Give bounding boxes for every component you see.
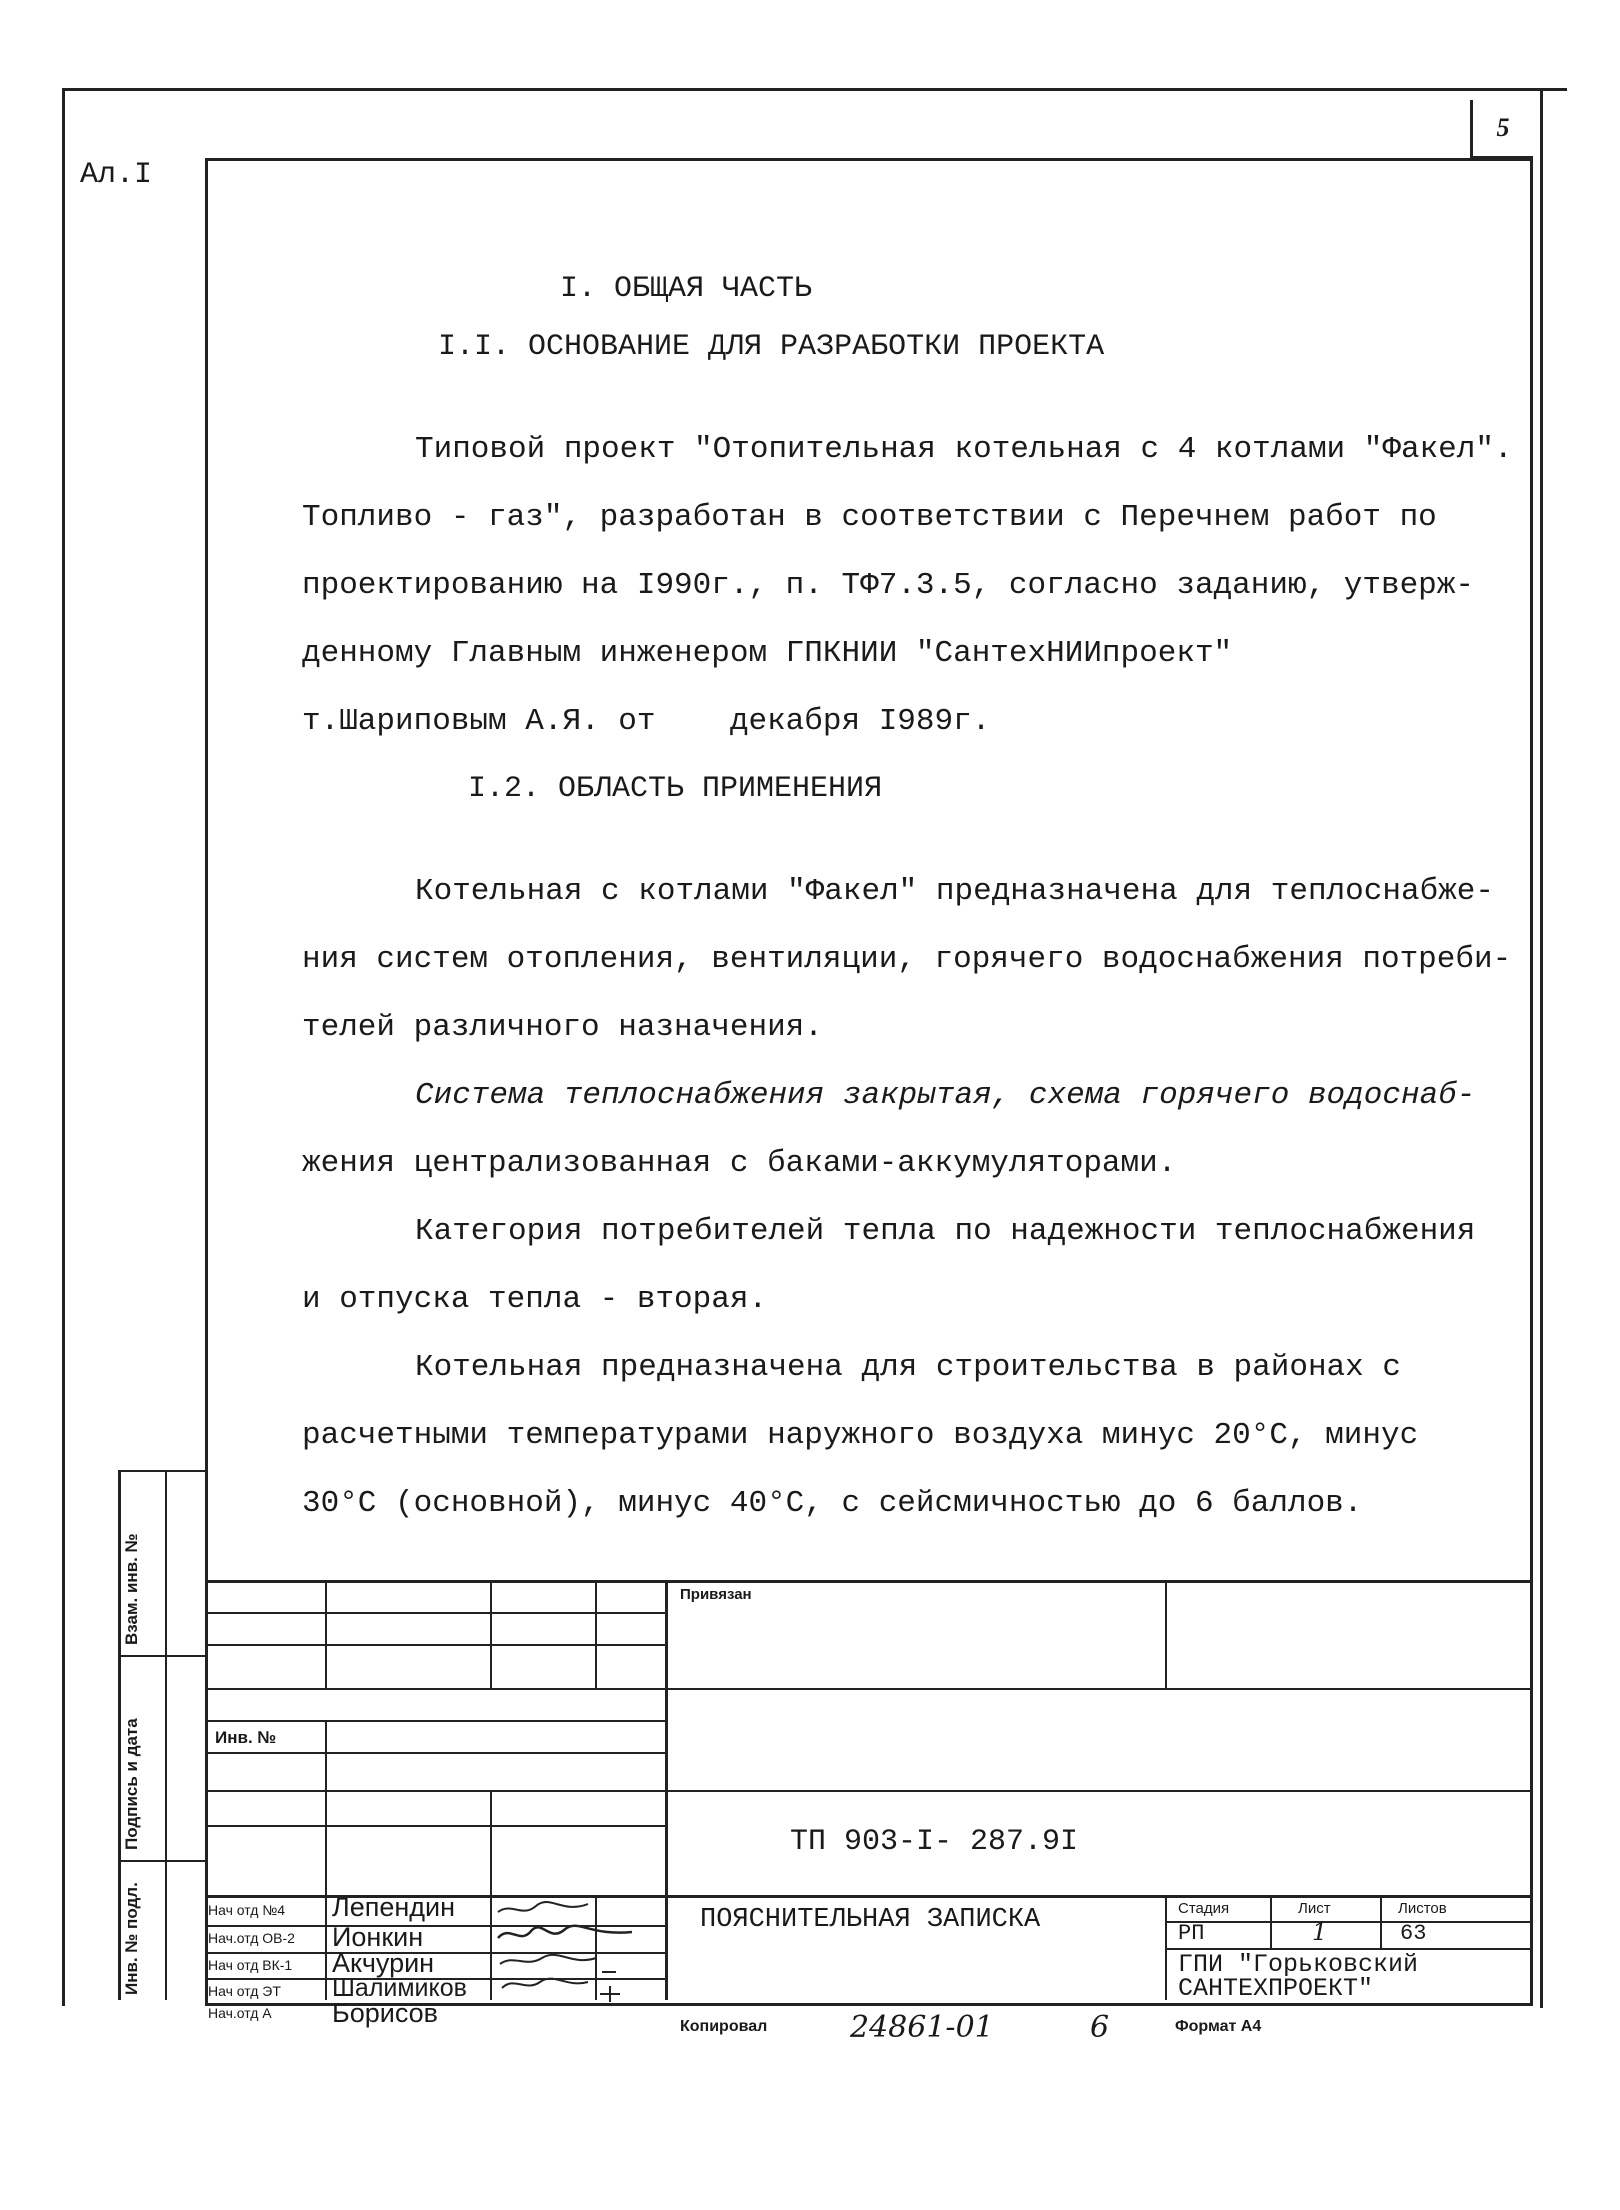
side-strip-divider <box>118 1860 208 1862</box>
text-line: Категория потребителей тепла по надежности теплоснабжения <box>415 1214 1476 1249</box>
text-line: телей различного назначения. <box>302 1010 823 1045</box>
side-label-podpis: Подпись и дата <box>122 1718 141 1850</box>
text-line: расчетными температурами наружного воздуха минус 20°С, минус <box>302 1418 1419 1453</box>
copied-label: Копировал <box>680 2018 768 2035</box>
format-label: Формат А4 <box>1175 2018 1262 2035</box>
copy-suffix: 6 <box>1090 2010 1110 2045</box>
person-name: Ионкин <box>332 1922 424 1952</box>
grid-line <box>205 1720 665 1722</box>
text-line: 30°С (основной), минус 40°С, с сейсмичностью до 6 баллов. <box>302 1486 1363 1521</box>
signatures-drawing <box>492 1896 662 2006</box>
person-role: Нач отд ВК-1 <box>208 1957 293 1973</box>
grid-col <box>490 1580 492 1690</box>
doc-code: ТП 903-I- 287.9I <box>790 1825 1079 1859</box>
text-line: Котельная предназначена для строительства в районах с <box>415 1350 1401 1385</box>
text-line: Типовой проект "Отопительная котельная с 4 котлами "Факел". <box>415 432 1513 467</box>
grid-col <box>595 1580 597 1690</box>
person-role: Нач.отд А <box>208 2005 272 2021</box>
grid-col <box>665 1580 668 2000</box>
person-name: Шалимиков <box>332 1974 467 2002</box>
copy-number: 24861-01 <box>850 2010 994 2045</box>
heading-scope: I.2. ОБЛАСТЬ ПРИМЕНЕНИЯ <box>468 772 883 806</box>
grid-col <box>1270 1895 1272 1948</box>
stage-label: Стадия <box>1178 1900 1230 1917</box>
sheets-label: Листов <box>1398 1900 1447 1917</box>
text-line: и отпуска тепла - вторая. <box>302 1282 768 1317</box>
inv-no-label: Инв. № <box>215 1728 277 1747</box>
side-label-vzam: Взам. инв. № <box>122 1533 141 1645</box>
title-block-top <box>205 1580 1530 1583</box>
text-line: Котельная с котлами "Факел" предназначена для теплоснабже- <box>415 874 1494 909</box>
text-line: ния систем отопления, вентиляции, горячего водоснабжения потреби- <box>302 942 1512 977</box>
person-role: Нач.отд ОВ-2 <box>208 1930 295 1946</box>
grid-line <box>1165 1921 1530 1923</box>
person-role: Нач отд ЭТ <box>208 1983 281 1999</box>
grid-col <box>1165 1895 1167 2000</box>
text-line: проектированию на I990г., п. ТФ7.3.5, согласно заданию, утверж- <box>302 568 1474 603</box>
doc-title: ПОЯСНИТЕЛЬНАЯ ЗАПИСКА <box>700 1905 1041 1935</box>
text-line: т.Шариповым А.Я. от декабря I989г. <box>302 704 991 739</box>
side-strip-divider <box>118 1655 208 1657</box>
sheet-label-cell: Лист <box>1298 1900 1331 1917</box>
heading-general-part: I. ОБЩАЯ ЧАСТЬ <box>560 272 813 306</box>
grid-col <box>1165 1580 1167 1690</box>
grid-line <box>205 1825 665 1827</box>
side-strip-border <box>118 1470 121 2000</box>
grid-line <box>205 1752 665 1754</box>
org-line2: САНТЕХПРОЕКТ" <box>1178 1974 1374 2003</box>
text-line: Топливо - газ", разработан в соответствии с Перечнем работ по <box>302 500 1437 535</box>
grid-line <box>205 1790 1530 1792</box>
person-name: Лепендин <box>332 1892 456 1922</box>
grid-col <box>1380 1895 1382 1948</box>
text-line: жения централизованная с баками-аккумуляторами. <box>302 1146 1177 1181</box>
sheet-label: Ал.I <box>80 158 153 192</box>
page-number: 5 <box>1470 100 1533 159</box>
person-role: Нач отд №4 <box>208 1902 286 1918</box>
person-name: Борисов <box>332 1998 438 2028</box>
grid-line <box>205 1688 1530 1690</box>
grid-col <box>325 1580 327 1690</box>
grid-col <box>325 1720 327 2000</box>
person-name: Акчурин <box>332 1948 435 1978</box>
outer-right-border <box>1540 88 1543 2008</box>
org-line1: ГПИ "Горьковский <box>1178 1950 1419 1979</box>
side-label-inv: Инв. № подл. <box>122 1882 141 1995</box>
side-strip-divider <box>118 1470 208 1472</box>
heading-basis: I.I. ОСНОВАНИЕ ДЛЯ РАЗРАБОТКИ ПРОЕКТА <box>438 330 1105 364</box>
text-line: денному Главным инженером ГПКНИИ "СантехНИИпроект" <box>302 636 1233 671</box>
text-line: Система теплоснабжения закрытая, схема горячего водоснаб- <box>415 1078 1476 1113</box>
privyazan-label: Привязан <box>680 1586 752 1603</box>
sheets-value: 63 <box>1400 1921 1427 1946</box>
sheet-value: 1 <box>1312 1918 1328 1946</box>
stage-value: РП <box>1178 1921 1205 1946</box>
side-strip-border <box>165 1470 167 2000</box>
